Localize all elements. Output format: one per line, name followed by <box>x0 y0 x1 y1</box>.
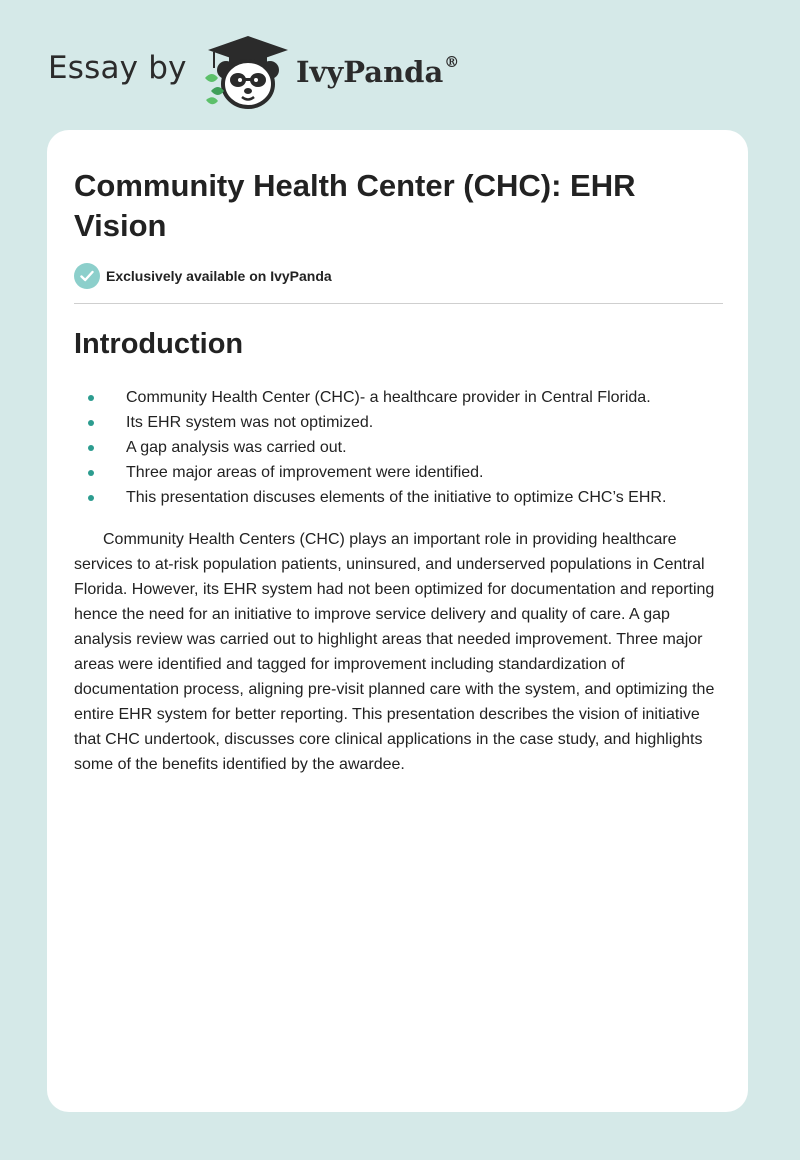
list-item-text: A gap analysis was carried out. <box>126 439 347 456</box>
bullet-dot <box>88 445 94 451</box>
essay-by-label: Essay by <box>48 50 187 86</box>
section-heading: Introduction <box>74 328 244 360</box>
list-item-text: This presentation discuses elements of the initiative to optimize CHC’s EHR. <box>126 489 667 506</box>
list-item <box>74 460 723 485</box>
list-item-text: Its EHR system was not optimized. <box>126 414 374 431</box>
exclusive-badge <box>74 263 332 289</box>
bullet-dot <box>88 495 94 501</box>
list-item-text: Three major areas of improvement were identified. <box>126 464 484 481</box>
check-circle-icon <box>74 263 100 289</box>
site-header <box>0 0 800 130</box>
brand-name[interactable]: IvyPanda® <box>296 53 460 89</box>
exclusive-badge-text: Exclusively available on IvyPanda <box>106 268 332 284</box>
bullet-dot <box>88 420 94 426</box>
bullet-dot <box>88 470 94 476</box>
list-item <box>74 410 723 435</box>
list-item <box>74 485 723 510</box>
list-item-text: Community Health Center (CHC)- a healthcare provider in Central Florida. <box>126 389 651 406</box>
registered-mark: ® <box>444 53 460 72</box>
bullet-dot <box>88 395 94 401</box>
list-item <box>74 385 723 410</box>
essay-card <box>47 130 748 1112</box>
page-title: Community Health Center (CHC): EHR Vision <box>74 168 636 243</box>
bullet-list <box>74 385 723 510</box>
body-paragraph: Community Health Centers (CHC) plays an important role in providing healthcare services to at-risk population patients, uninsured, and underserved populations in Central Florida. However, its EHR system had not been optimized for documentation and reporting hence the need for an initiative to improve service delivery and quality of care. A gap analysis review was carried out to highlight areas that needed improvement. Three major areas were identified and tagged for improvement including standardization of documentation process, aligning pre-visit planned care with the system, and optimizing the entire EHR system for better reporting. This presentation describes the vision of initiative that CHC undertook, discusses core clinical applications in the case study, and highlights some of the benefits identified by the awardee. <box>74 531 715 773</box>
divider <box>74 303 723 304</box>
list-item <box>74 435 723 460</box>
panda-graduate-logo-icon[interactable] <box>202 34 292 110</box>
